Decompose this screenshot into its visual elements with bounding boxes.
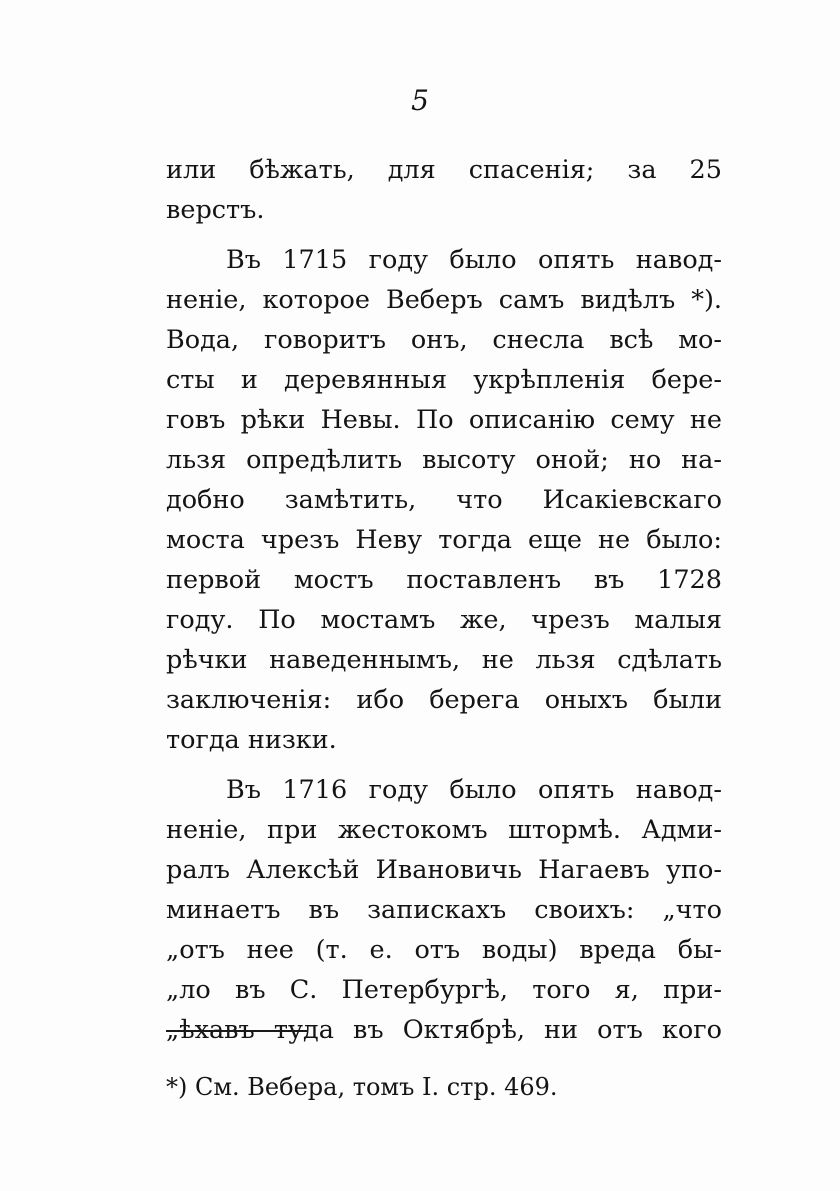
- text-line: „ло въ С. Петербургѣ, того я, при-: [166, 975, 722, 1005]
- text-line: рѣчки наведеннымъ, не льзя сдѣлать: [166, 645, 722, 675]
- paragraph: [166, 770, 722, 1050]
- paragraph: [166, 240, 722, 760]
- text-line: льзя опредѣлить высоту оной; но на-: [166, 445, 722, 475]
- text-line: заключенія: ибо берега оныхъ были: [166, 685, 722, 715]
- text-line: году. По мостамъ же, чрезъ малыя: [166, 605, 722, 635]
- text-line: тогда низки.: [166, 725, 337, 755]
- text-line: Въ 1716 году было опять навод-: [226, 775, 722, 805]
- text-line: „отъ нее (т. е. отъ воды) вреда бы-: [166, 935, 722, 965]
- text-line: сты и деревянныя укрѣпленія бере-: [166, 365, 722, 395]
- text-line: верстъ.: [166, 195, 265, 225]
- text-line: Вода, говоритъ онъ, снесла всѣ мо-: [166, 325, 722, 355]
- text-line: неніе, которое Веберъ самъ видѣлъ *).: [166, 285, 722, 315]
- text-line: „ѣхавъ туда въ Октябрѣ, ни отъ кого: [166, 1015, 722, 1045]
- text-line: моста чрезъ Неву тогда еще не было:: [166, 525, 722, 555]
- text-line: говъ рѣки Невы. По описанію сему не: [166, 405, 722, 435]
- page-number: 5: [411, 84, 429, 117]
- paragraph: [166, 150, 722, 230]
- footnote: *) См. Вебера, томъ I. стр. 469.: [166, 1073, 558, 1101]
- text-line: неніе, при жестокомъ штормѣ. Адми-: [166, 815, 722, 845]
- text-line: Въ 1715 году было опять навод-: [226, 245, 722, 275]
- footnote-separator: [166, 1030, 308, 1032]
- body-text: [166, 150, 722, 1050]
- text-line: минаетъ въ запискахъ своихъ: „что: [166, 895, 722, 925]
- text-line: первой мостъ поставленъ въ 1728: [166, 565, 722, 595]
- text-line: ралъ Алексѣй Ивановичь Нагаевъ упо-: [166, 855, 722, 885]
- text-line: добно замѣтить, что Исакіевскаго: [166, 485, 722, 515]
- text-line: или бѣжать, для спасенія; за 25: [166, 155, 722, 185]
